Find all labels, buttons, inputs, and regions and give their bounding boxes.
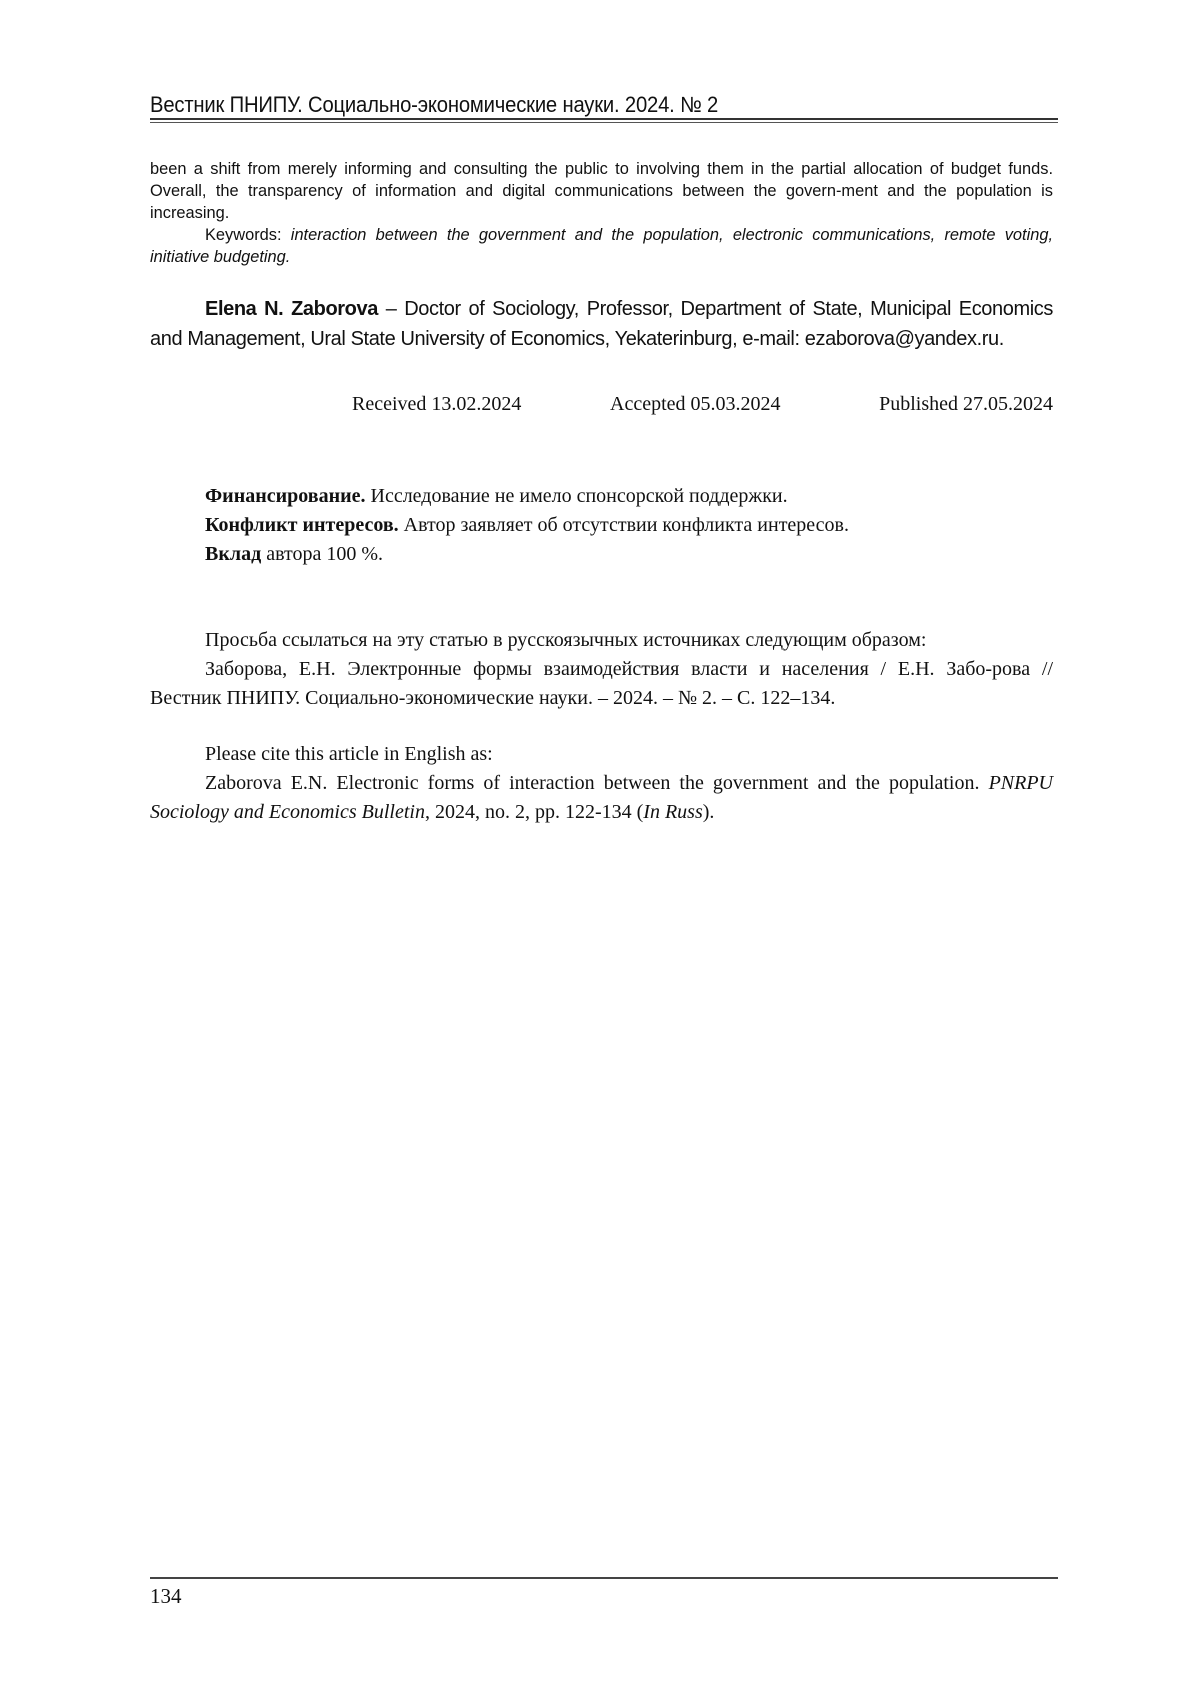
contribution-line <box>150 540 1053 569</box>
citation-ru-block <box>150 626 1053 713</box>
footer-rule <box>150 1577 1058 1579</box>
citation-en-intro: Please cite this article in English as: <box>205 743 493 765</box>
page-number: 134 <box>150 1584 182 1608</box>
author-description: – Doctor of Sociology, Professor, Department of State, Municipal Economics and Management, Ural State University of Economics, Yekaterinburg, e-mail: ezaborova@yandex.ru. <box>150 298 1053 350</box>
conflict-label: Конфликт интересов. <box>205 514 399 536</box>
received-date: Received 13.02.2024 <box>352 393 522 415</box>
conflict-text: Автор заявляет об отсутствии конфликта интересов. <box>398 514 850 536</box>
citation-en-ref-middle: , 2024, no. 2, pp. 122-134 ( <box>424 801 644 823</box>
citation-en-journal: PNRPU Sociology and Economics Bulletin <box>150 772 1053 823</box>
accepted-date: Accepted 05.03.2024 <box>610 393 781 415</box>
author-block <box>150 294 1053 354</box>
funding-line <box>150 482 1053 511</box>
contribution-text: автора 100 %. <box>261 543 384 565</box>
author-info <box>150 294 1053 354</box>
funding-text: Исследование не имело спонсорской поддержки. <box>365 485 788 507</box>
citation-ru-reference: Заборова, Е.Н. Электронные формы взаимодействия власти и населения / Е.Н. Забо-рова // Вестник ПНИПУ. Социально-экономические науки. – 2024. – № 2. – С. 122–134. <box>150 658 1053 709</box>
citation-en-block <box>150 740 1053 827</box>
published-date: Published 27.05.2024 <box>879 393 1053 415</box>
citation-en-lang-note: In Russ <box>643 801 703 823</box>
citation-en-ref-start: Zaborova E.N. Electronic forms of interaction between the government and the population. <box>205 772 989 794</box>
keywords-line <box>150 224 1053 268</box>
conflict-line <box>150 511 1053 540</box>
abstract-block <box>150 158 1053 268</box>
citation-ru-intro: Просьба ссылаться на эту статью в русскоязычных источниках следующим образом: <box>205 629 927 651</box>
funding-block <box>150 482 1053 569</box>
keywords-list: interaction between the government and the population, electronic communications, remote voting, initiative budgeting. <box>150 226 1054 266</box>
citation-en-reference <box>150 769 1053 827</box>
funding-label: Финансирование. <box>205 485 366 507</box>
header-rule-thick <box>150 118 1058 120</box>
abstract-text: been a shift from merely informing and consulting the public to involving them in the partial allocation of budget funds. Overall, the transparency of information and digital communications between the govern-ment and the population is increasing. <box>150 160 1053 222</box>
contribution-label: Вклад <box>205 543 262 565</box>
author-name: Elena N. Zaborova <box>205 298 378 320</box>
keywords-label: Keywords: <box>205 226 282 244</box>
running-header: Вестник ПНИПУ. Социально-экономические науки. 2024. № 2 <box>150 92 719 117</box>
header-rule-thin <box>150 122 1058 123</box>
citation-en-ref-end: ). <box>702 801 715 823</box>
